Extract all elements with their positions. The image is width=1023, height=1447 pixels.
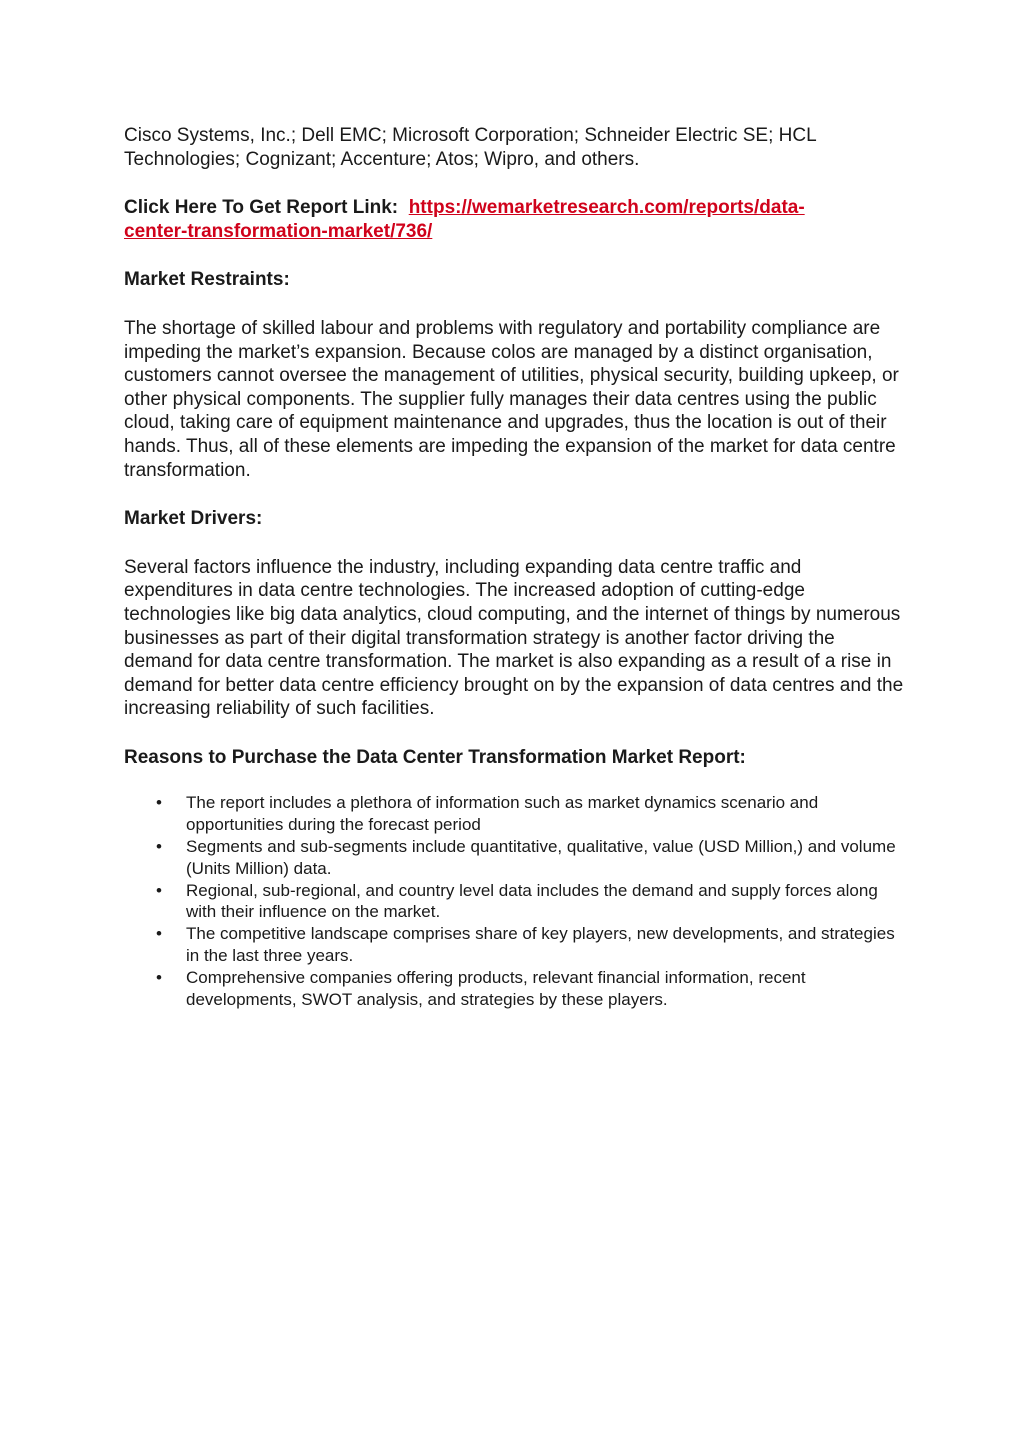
list-item [156, 836, 904, 880]
spacer [124, 292, 904, 317]
list-item-text: The report includes a plethora of information such as market dynamics scenario and opportunities during the forecast period [186, 793, 819, 835]
bullet-icon: • [156, 880, 162, 900]
bullet-icon: • [156, 793, 162, 813]
list-item [156, 792, 904, 836]
list-item-text: The competitive landscape comprises share of key players, new developments, and strategies in the last three years. [186, 924, 895, 966]
bullet-icon: • [156, 924, 162, 944]
list-item-text: Segments and sub-segments include quantitative, qualitative, value (USD Million,) and volume (Units Million) data. [186, 837, 896, 878]
bullet-icon: • [156, 837, 162, 857]
drivers-heading: Market Drivers: [124, 508, 263, 530]
list-item-text: Comprehensive companies offering products, relevant financial information, recent developments, SWOT analysis, and strategies by these players. [186, 967, 806, 1009]
reasons-heading: Reasons to Purchase the Data Center Transformation Market Report: [124, 746, 746, 768]
report-link-line [124, 196, 904, 243]
reasons-list [124, 792, 904, 1010]
list-item-text: Regional, sub-regional, and country level data includes the demand and supply forces along with their influence on the market. [186, 880, 878, 922]
restraints-paragraph: The shortage of skilled labour and problems with regulatory and portability compliance are impeding the market’s expansion. Because colos are managed by a distinct organisation, customers cannot oversee the management of utilities, physical security, building upkeep, or other physical components. The supplier fully manages their data centres using the public cloud, taking care of equipment maintenance and upgrades, thus the location is out of their hands. Thus, all of these elements are impeding the expansion of the market for data centre transformation. [124, 317, 899, 481]
spacer [124, 171, 904, 196]
list-item [156, 923, 904, 967]
companies-paragraph: Cisco Systems, Inc.; Dell EMC; Microsoft Corporation; Schneider Electric SE; HCL Technologies; Cognizant; Accenture; Atos; Wipro, and others. [124, 125, 816, 170]
bullet-icon: • [156, 967, 162, 987]
document-page [124, 124, 904, 1010]
spacer [124, 721, 904, 746]
drivers-paragraph: Several factors influence the industry, including expanding data centre traffic and expenditures in data centre technologies. The increased adoption of cutting-edge technologies like big data analytics, cloud computing, and the internet of things by numerous businesses as part of their digital transformation strategy is another factor driving the demand for data centre transformation. The market is also expanding as a result of a rise in demand for better data centre efficiency brought on by the expansion of data centres and the increasing reliability of such facilities. [124, 556, 904, 720]
spacer [124, 769, 904, 792]
report-link-url-part2[interactable]: center-transformation-market/736/ [124, 220, 433, 242]
restraints-heading: Market Restraints: [124, 269, 290, 291]
report-link-label: Click Here To Get Report Link: [124, 197, 399, 219]
spacer [124, 243, 904, 268]
spacer [124, 482, 904, 507]
list-item [156, 967, 904, 1011]
spacer [124, 531, 904, 556]
report-link-url-part1[interactable]: https://wemarketresearch.com/reports/data- [408, 197, 805, 219]
list-item [156, 880, 904, 924]
